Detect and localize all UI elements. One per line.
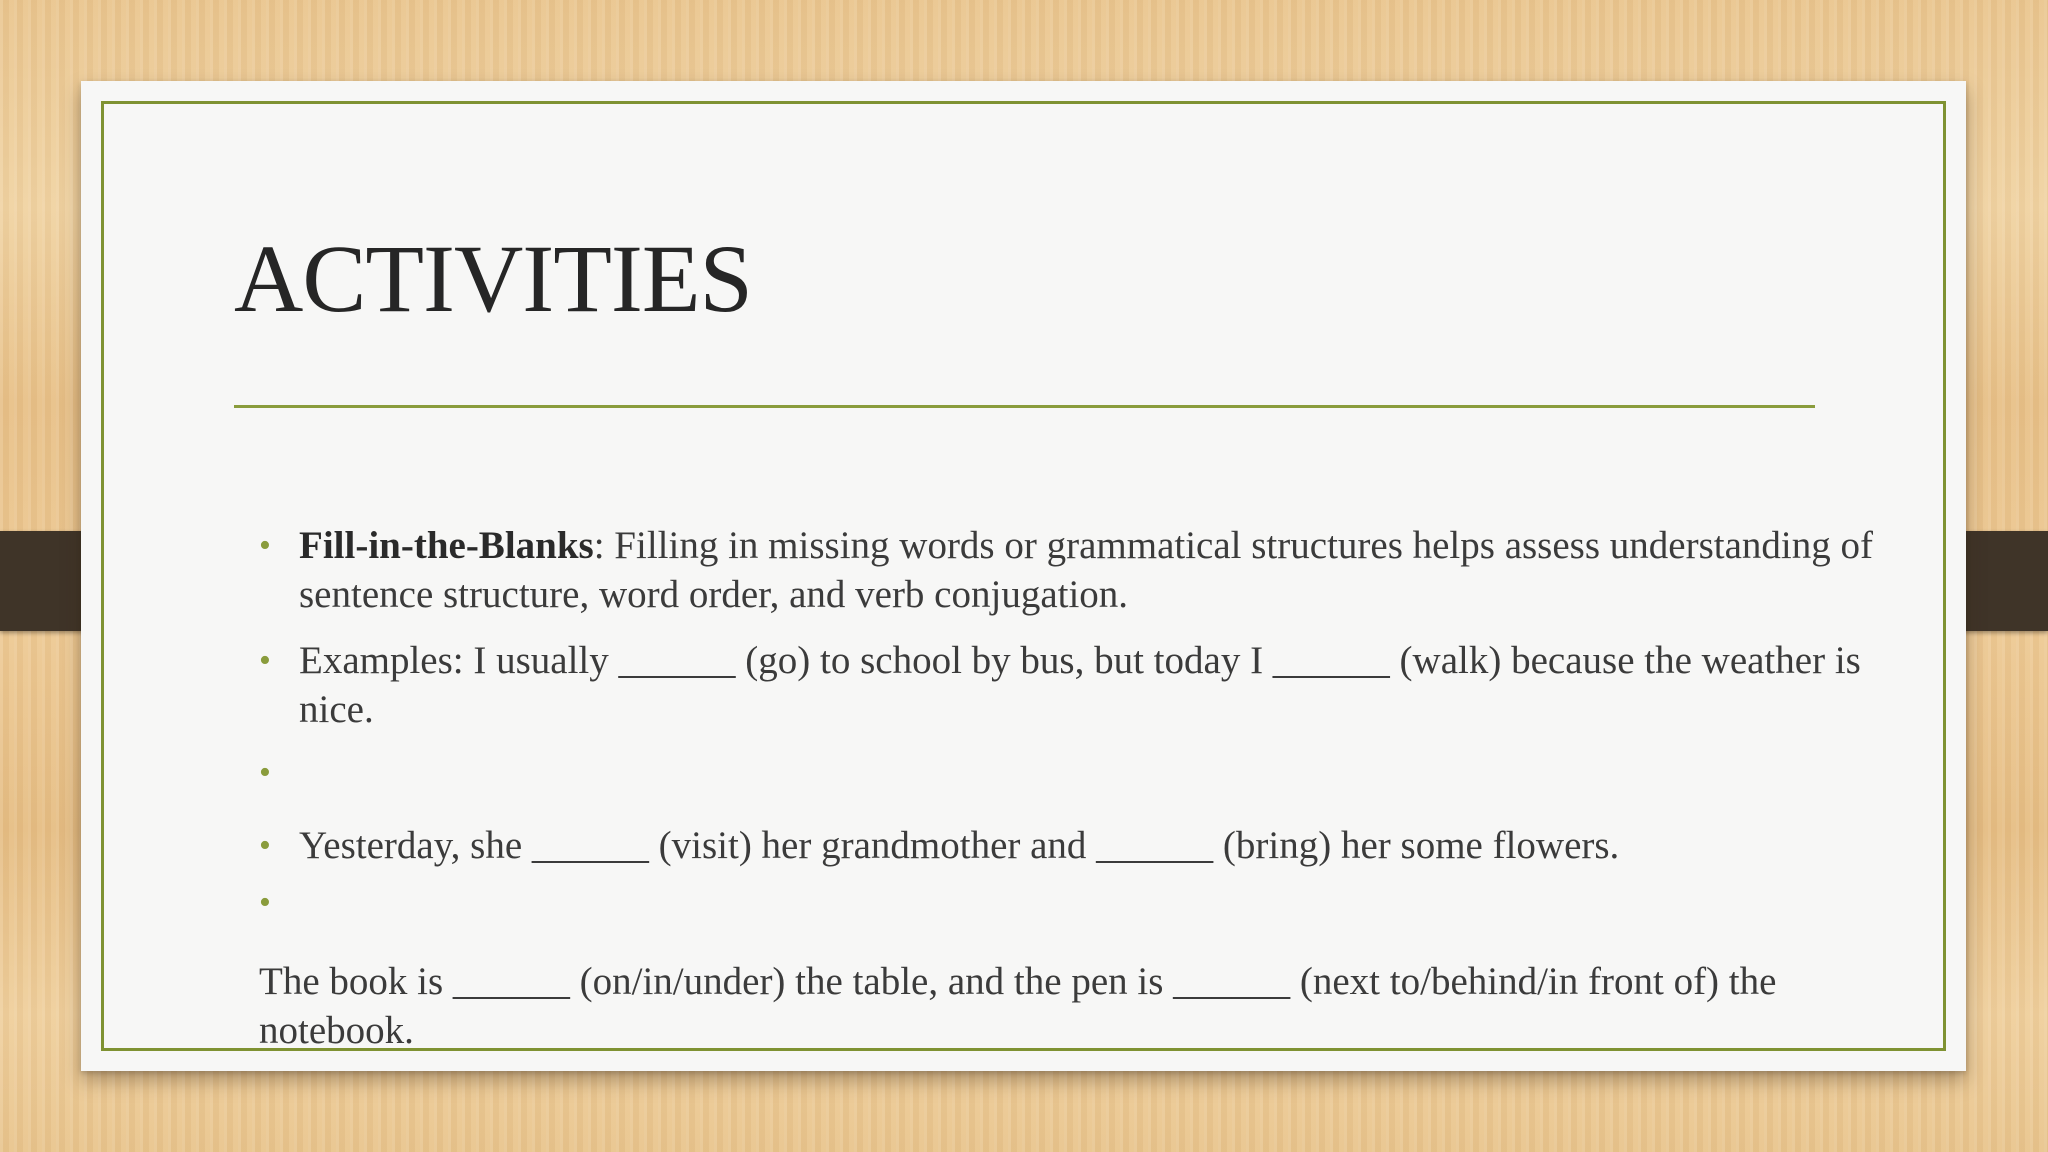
- bullet-icon: •: [259, 642, 271, 679]
- bullet-yesterday: [259, 821, 1899, 870]
- bullet-text: Yesterday, she ______ (visit) her grandmother and ______ (bring) her some flowers.: [299, 824, 1620, 867]
- bullet-icon: •: [259, 827, 271, 864]
- bullet-empty-1: [259, 748, 1899, 797]
- bullet-examples: [259, 636, 1899, 734]
- bullet-empty-2: [259, 878, 1899, 927]
- title-divider: [234, 405, 1815, 408]
- slide-paper: [81, 81, 1966, 1071]
- bullet-icon: •: [259, 527, 271, 564]
- bullet-term: Fill-in-the-Blanks: [299, 524, 594, 567]
- bullet-fill-in-the-blanks: [259, 521, 1899, 619]
- bullet-icon: •: [259, 754, 271, 791]
- closing-paragraph: The book is ______ (on/in/under) the table, and the pen is ______ (next to/behind/in front of) the notebook.: [259, 960, 1777, 1052]
- bullet-icon: •: [259, 884, 271, 921]
- bullet-text: Examples: I usually ______ (go) to school by bus, but today I ______ (walk) because the weather is nice.: [299, 639, 1861, 731]
- slide-title: ACTIVITIES: [234, 225, 752, 332]
- bullet-text: : Filling in missing words or grammatical structures helps assess understanding of sentence structure, word order, and verb conjugation.: [299, 524, 1873, 616]
- slide-content: [259, 521, 1899, 1055]
